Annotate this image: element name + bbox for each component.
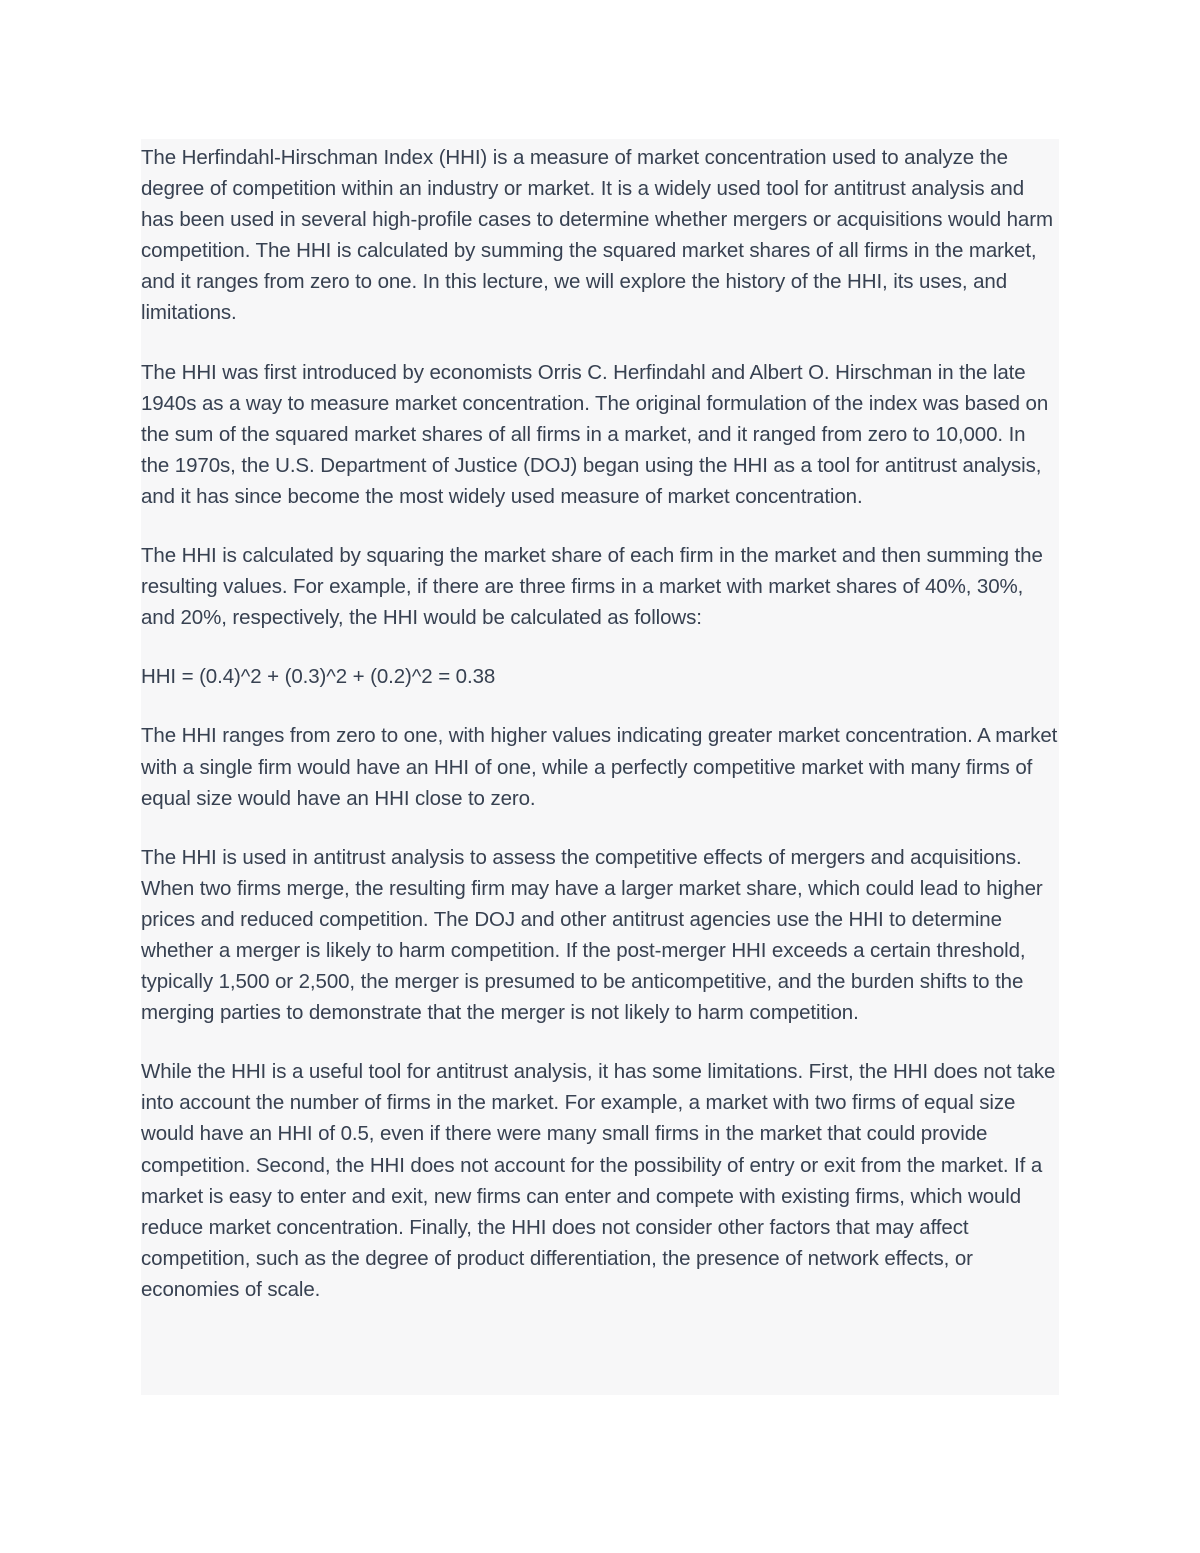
paragraph-intro: The Herfindahl-Hirschman Index (HHI) is a measure of market concentration used to analyze the degree of competition within an industry or market. It is a widely used tool for antitrust analysis and has been used in several high-profile cases to determine whether mergers or acquisitions would harm competition. The HHI is calculated by summing the squared market shares of all firms in the market, and it ranges from zero to one. In this lecture, we will explore the history of the HHI, its uses, and limitations. <box>141 146 1053 325</box>
text-block <box>141 139 1059 1395</box>
paragraph-limitations: While the HHI is a useful tool for antitrust analysis, it has some limitations. First, the HHI does not take into account the number of firms in the market. For example, a market with two firms of equal size would have an HHI of 0.5, even if there were many small firms in the market that could provide competition. Second, the HHI does not account for the possibility of entry or exit from the market. If a market is easy to enter and exit, new firms can enter and compete with existing firms, which would reduce market concentration. Finally, the HHI does not consider other factors that may affect competition, such as the degree of product differentiation, the presence of network effects, or economies of scale. <box>141 1060 1056 1301</box>
paragraph-range: The HHI ranges from zero to one, with higher values indicating greater market concentration. A market with a single firm would have an HHI of one, while a perfectly competitive market with many firms of equal size would have an HHI close to zero. <box>141 724 1058 810</box>
paragraph-history: The HHI was first introduced by economists Orris C. Herfindahl and Albert O. Hirschman in the late 1940s as a way to measure market concentration. The original formulation of the index was based on the sum of the squared market shares of all firms in a market, and it ranged from zero to 10,000. In the 1970s, the U.S. Department of Justice (DOJ) began using the HHI as a tool for antitrust analysis, and it has since become the most widely used measure of market concentration. <box>141 360 1049 508</box>
document-body <box>141 142 1059 1333</box>
paragraph-formula: HHI = (0.4)^2 + (0.3)^2 + (0.2)^2 = 0.38 <box>141 665 496 689</box>
paragraph-calculation: The HHI is calculated by squaring the market share of each firm in the market and then summing the resulting values. For example, if there are three firms in a market with market shares of 40%, 30%, and 20%, respectively, the HHI would be calculated as follows: <box>141 544 1043 630</box>
paragraph-antitrust-use: The HHI is used in antitrust analysis to assess the competitive effects of mergers and acquisitions. When two firms merge, the resulting firm may have a larger market share, which could lead to higher prices and reduced competition. The DOJ and other antitrust agencies use the HHI to determine whether a merger is likely to harm competition. If the post-merger HHI exceeds a certain threshold, typically 1,500 or 2,500, the merger is presumed to be anticompetitive, and the burden shifts to the merging parties to demonstrate that the merger is not likely to harm competition. <box>141 845 1043 1025</box>
